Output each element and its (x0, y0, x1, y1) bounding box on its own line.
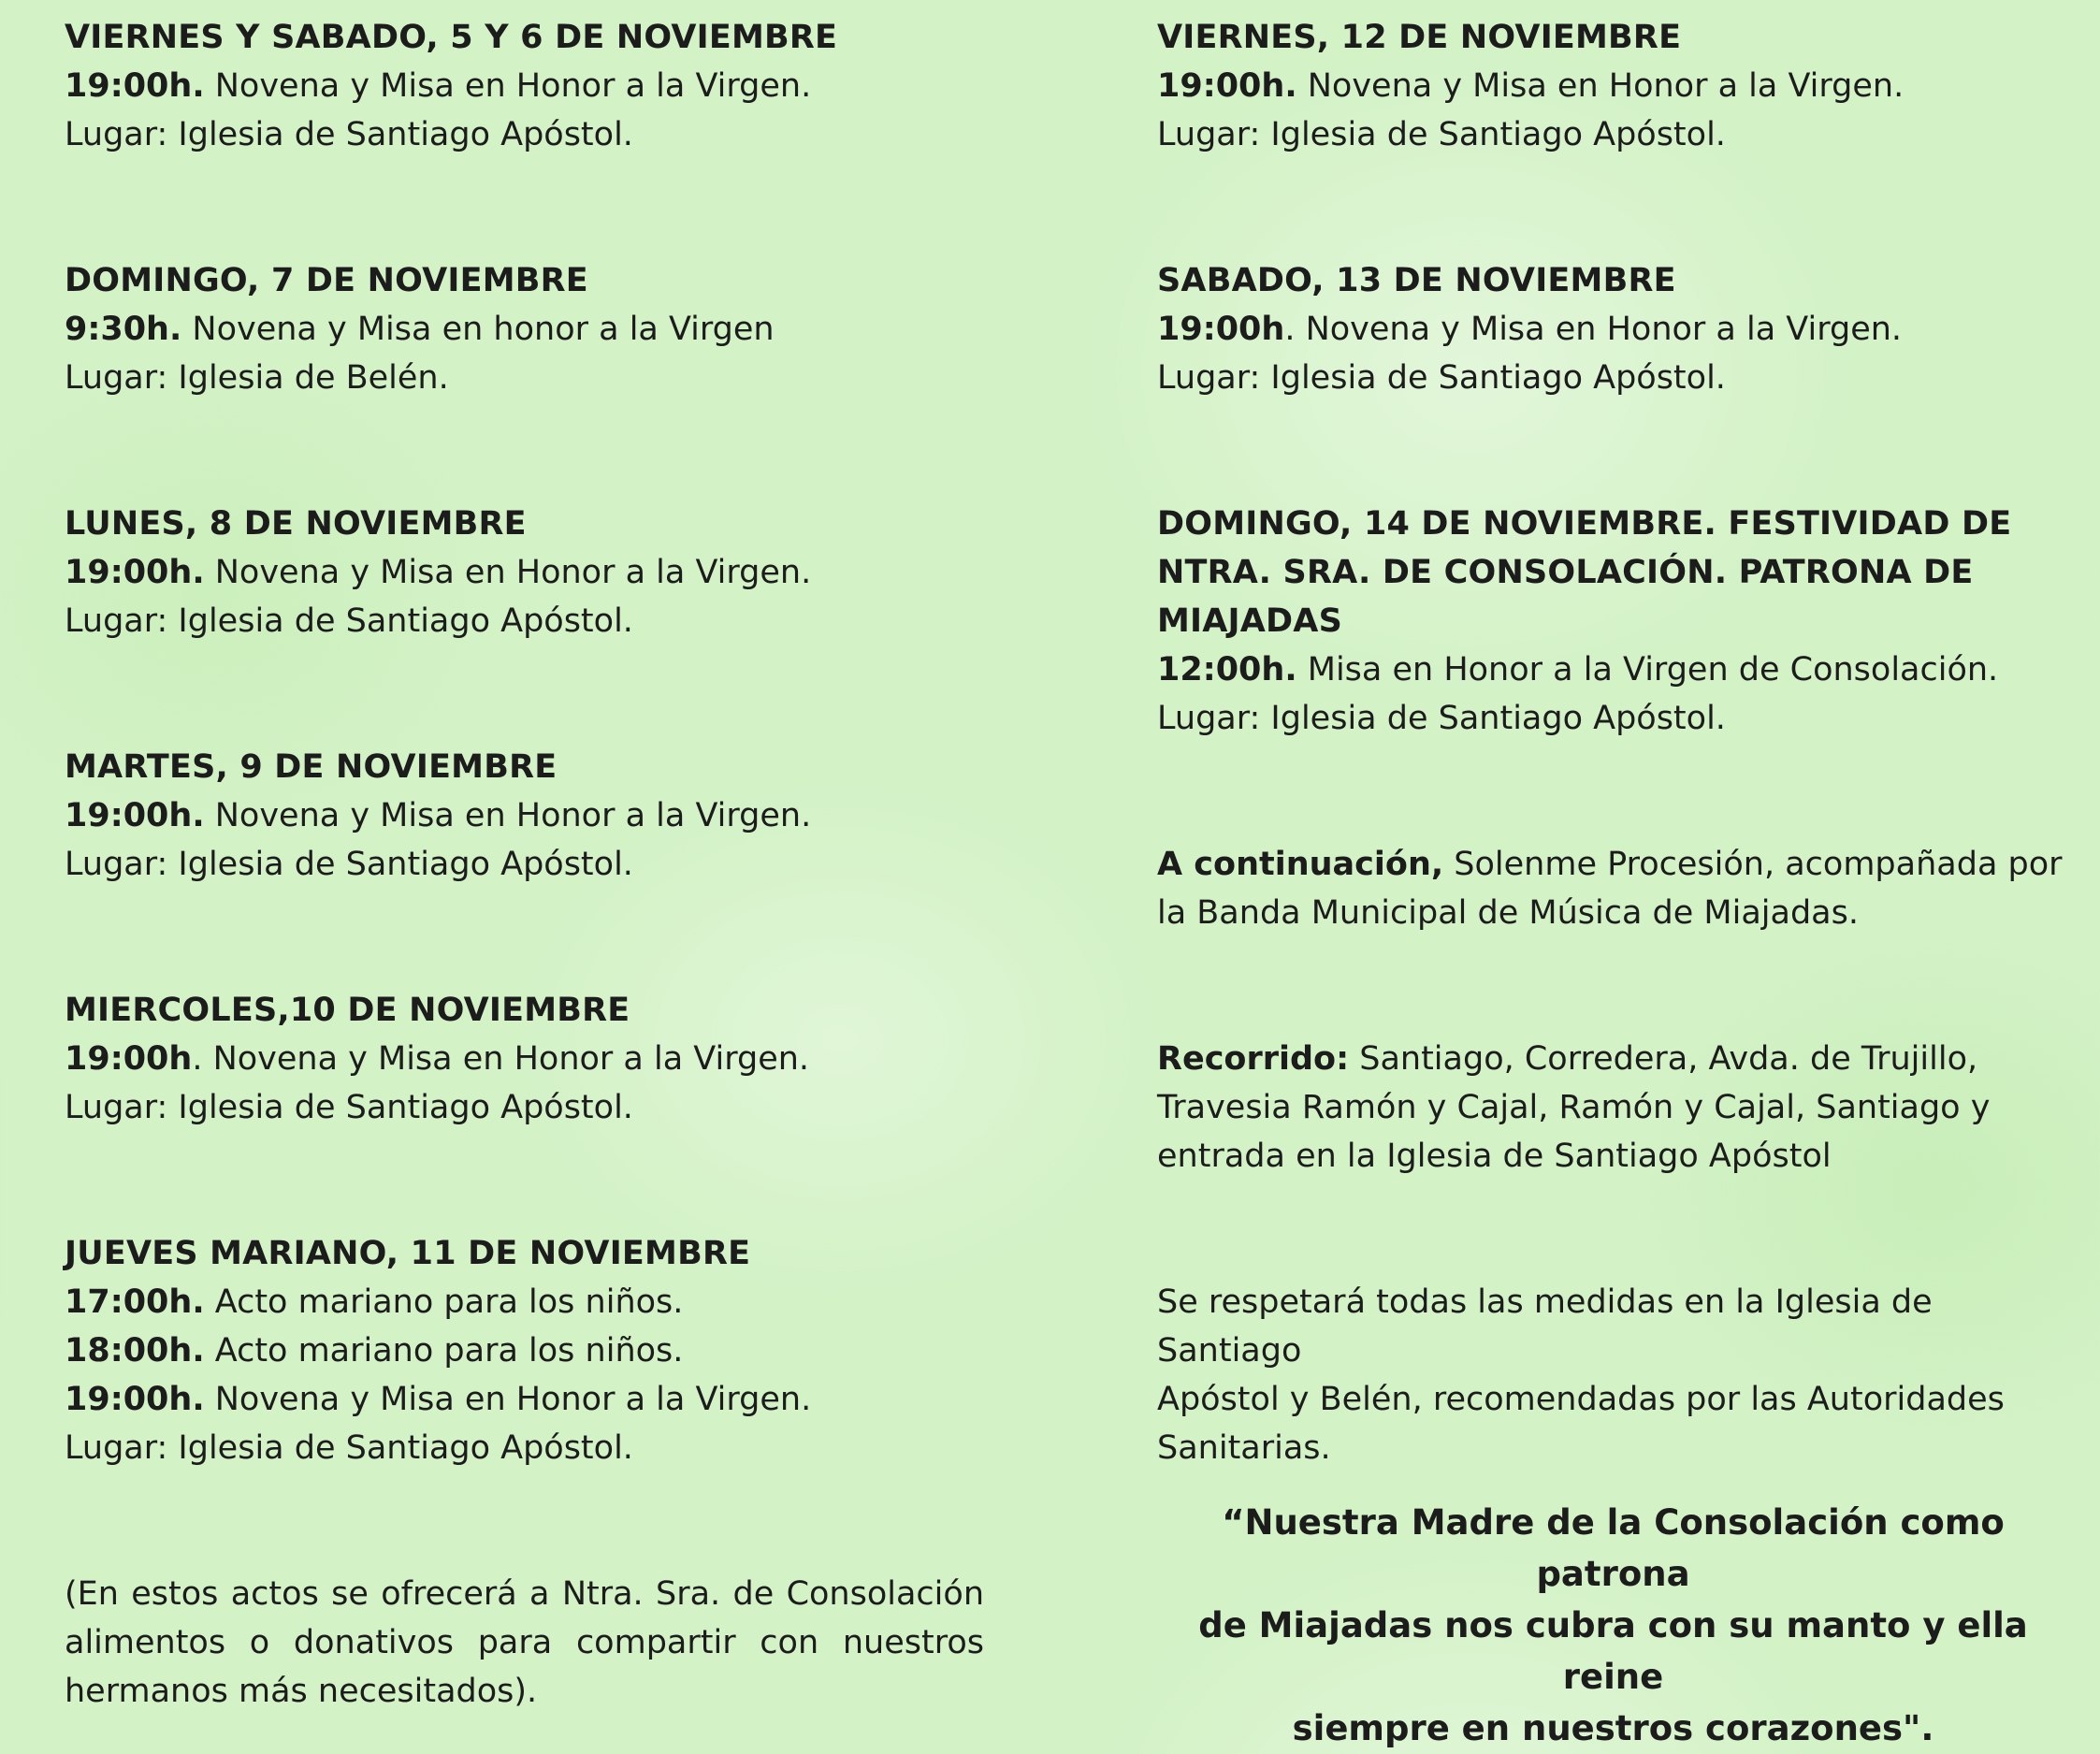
route-line: entrada en la Iglesia de Santiago Apóstol (1157, 1138, 1832, 1175)
quote-line: de Miajadas nos cubra con su manto y ella reine (1198, 1605, 2028, 1697)
event-description: Novena y Misa en Honor a la Virgen. (204, 554, 812, 591)
event-description: . Novena y Misa en Honor a la Virgen. (192, 1040, 810, 1078)
event-block (65, 500, 984, 645)
event-line (1157, 305, 2069, 354)
event-time: 19:00h. (65, 67, 205, 105)
left-column (65, 13, 984, 1716)
event-description: Novena y Misa en honor a la Virgen (181, 311, 775, 348)
event-description: Novena y Misa en Honor a la Virgen. (204, 1381, 812, 1418)
event-block (1157, 500, 2069, 743)
event-place: Lugar: Iglesia de Santiago Apóstol. (65, 1429, 633, 1467)
event-description: Novena y Misa en Honor a la Virgen. (1296, 67, 1904, 105)
event-description: . Novena y Misa en Honor a la Virgen. (1284, 311, 1903, 348)
event-heading: DOMINGO, 14 DE NOVIEMBRE. FESTIVIDAD DE (1157, 505, 2012, 543)
event-line (65, 1326, 984, 1375)
event-block (65, 13, 984, 159)
event-heading: LUNES, 8 DE NOVIEMBRE (65, 505, 527, 543)
event-heading: NTRA. SRA. DE CONSOLACIÓN. PATRONA DE (1157, 554, 1974, 591)
event-line (65, 791, 984, 840)
measures-block (1157, 1278, 2069, 1472)
event-heading: JUEVES MARIANO, 11 DE NOVIEMBRE (65, 1235, 751, 1272)
event-place: Lugar: Iglesia de Santiago Apóstol. (65, 116, 633, 153)
event-description: Novena y Misa en Honor a la Virgen. (204, 67, 812, 105)
event-time: 9:30h. (65, 311, 182, 348)
event-heading: SABADO, 13 DE NOVIEMBRE (1157, 262, 1676, 299)
event-description: Acto mariano para los niños. (204, 1332, 684, 1370)
procession-line: la Banda Municipal de Música de Miajadas. (1157, 894, 1859, 932)
event-time: 12:00h. (1157, 651, 1297, 689)
event-block (65, 986, 984, 1132)
event-time: 18:00h. (65, 1332, 205, 1370)
event-block (1157, 256, 2069, 402)
event-place: Lugar: Iglesia de Santiago Apóstol. (65, 1089, 633, 1126)
route-line (1157, 1035, 2069, 1083)
event-heading: VIERNES Y SABADO, 5 Y 6 DE NOVIEMBRE (65, 19, 838, 56)
event-place: Lugar: Iglesia de Santiago Apóstol. (1157, 359, 1726, 397)
event-heading: DOMINGO, 7 DE NOVIEMBRE (65, 262, 588, 299)
event-time: 19:00h. (1157, 67, 1297, 105)
event-heading: MIERCOLES,10 DE NOVIEMBRE (65, 992, 630, 1029)
event-line (65, 305, 984, 354)
route-block (1157, 1035, 2069, 1181)
event-line (65, 548, 984, 597)
measures-line: Apóstol y Belén, recomendadas por las Autoridades (1157, 1381, 2005, 1418)
procession-line (1157, 840, 2069, 889)
event-place: Lugar: Iglesia de Santiago Apóstol. (1157, 116, 1726, 153)
event-block (65, 1229, 984, 1472)
event-description: Novena y Misa en Honor a la Virgen. (204, 797, 812, 834)
donation-note: (En estos actos se ofrecerá a Ntra. Sra. de Consolación alimentos o donativos para compartir con nuestros hermanos más necesitados). (65, 1575, 984, 1710)
event-heading: MIAJADAS (1157, 602, 1342, 640)
event-block (65, 743, 984, 889)
event-block (65, 256, 984, 402)
event-description: Acto mariano para los niños. (204, 1283, 684, 1321)
procession-text: Solenme Procesión, acompañada por (1443, 846, 2063, 883)
event-heading: VIERNES, 12 DE NOVIEMBRE (1157, 19, 1682, 56)
right-column (1157, 13, 2069, 1754)
event-time: 19:00h. (65, 797, 205, 834)
measures-line: Sanitarias. (1157, 1429, 1331, 1467)
closing-quote (1157, 1497, 2069, 1754)
event-line (1157, 645, 2069, 694)
event-place: Lugar: Iglesia de Santiago Apóstol. (65, 846, 633, 883)
event-line (65, 1278, 984, 1326)
event-line (65, 1035, 984, 1083)
event-place: Lugar: Iglesia de Santiago Apóstol. (65, 602, 633, 640)
event-time: 19:00h (1157, 311, 1285, 348)
event-time: 17:00h. (65, 1283, 205, 1321)
event-line (1157, 62, 2069, 110)
measures-line: Se respetará todas las medidas en la Iglesia de Santiago (1157, 1283, 1933, 1370)
route-text: Santiago, Corredera, Avda. de Trujillo, (1349, 1040, 1978, 1078)
quote-line: “Nuestra Madre de la Consolación como patrona (1222, 1502, 2005, 1594)
event-heading: MARTES, 9 DE NOVIEMBRE (65, 748, 558, 786)
route-line: Travesia Ramón y Cajal, Ramón y Cajal, Santiago y (1157, 1089, 1991, 1126)
event-place: Lugar: Iglesia de Belén. (65, 359, 449, 397)
event-block (1157, 13, 2069, 159)
event-time: 19:00h. (65, 1381, 205, 1418)
event-description: Misa en Honor a la Virgen de Consolación. (1296, 651, 1999, 689)
route-label: Recorrido: (1157, 1040, 1350, 1078)
event-time: 19:00h. (65, 554, 205, 591)
quote-line: siempre en nuestros corazones". (1292, 1708, 1934, 1748)
event-line (65, 62, 984, 110)
event-time: 19:00h (65, 1040, 193, 1078)
procession-block (1157, 840, 2069, 937)
event-line (65, 1375, 984, 1424)
procession-label: A continuación, (1157, 846, 1444, 883)
event-place: Lugar: Iglesia de Santiago Apóstol. (1157, 700, 1726, 737)
